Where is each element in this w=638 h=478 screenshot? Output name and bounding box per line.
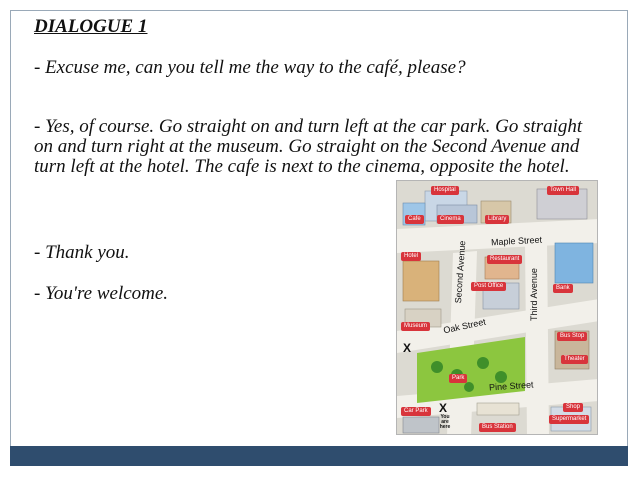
map-label-bus-stop: Bus Stop: [557, 332, 587, 341]
street-second-avenue: Second Avenue: [453, 240, 468, 304]
town-map: [396, 180, 598, 435]
map-label-post-office: Post Office: [471, 282, 506, 291]
map-label-hospital: Hospital: [431, 186, 459, 195]
map-label-restaurant: Restaurant: [487, 255, 522, 264]
dialogue-line-thanks: - Thank you.: [34, 242, 130, 263]
map-label-cafe: Cafe: [405, 215, 424, 224]
map-x-marker-museum: X: [403, 341, 412, 355]
footer-bar: [10, 446, 628, 466]
map-x-marker-start: X: [439, 401, 448, 415]
street-maple: Maple Street: [490, 234, 543, 248]
map-label-bank: Bank: [553, 284, 573, 293]
street-oak: Oak Street: [442, 316, 487, 336]
map-label-car-park: Car Park: [401, 407, 431, 416]
street-third-avenue: Third Avenue: [529, 268, 539, 321]
dialogue-title: DIALOGUE 1: [34, 16, 148, 37]
map-label-library: Library: [485, 215, 509, 224]
map-label-cinema: Cinema: [437, 215, 464, 224]
map-label-supermarket: Supermarket: [549, 415, 589, 424]
map-label-shop: Shop: [563, 403, 583, 412]
dialogue-line-question: - Excuse me, can you tell me the way to the café, please?: [34, 57, 466, 78]
street-pine: Pine Street: [488, 379, 534, 393]
map-label-town-hall: Town Hall: [547, 186, 579, 195]
dialogue-line-welcome: - You're welcome.: [34, 283, 169, 304]
map-label-park: Park: [449, 374, 467, 383]
dialogue-line-directions: - Yes, of course. Go straight on and turn left at the car park. Go straight on and turn right at the museum. Go straight on the Second Avenue and turn left at the hotel. The cafe is next to the cinema, opposite the hotel.: [34, 116, 583, 177]
map-label-theater: Theater: [561, 355, 588, 364]
map-label-hotel: Hotel: [401, 252, 421, 261]
map-label-bus-station: Bus Station: [479, 423, 516, 432]
map-label-museum: Museum: [401, 322, 430, 331]
you-are-here-label: You are here: [439, 414, 451, 430]
